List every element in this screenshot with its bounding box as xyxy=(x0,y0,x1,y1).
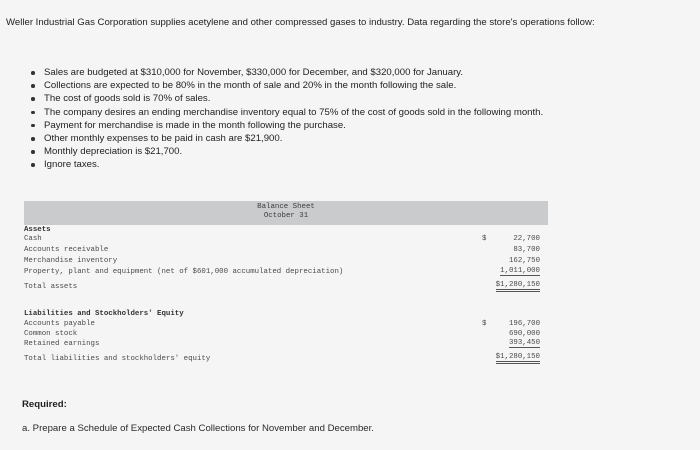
required-heading: Required: xyxy=(22,399,67,410)
accounts-receivable-label: Accounts receivable xyxy=(24,246,109,254)
bullet-icon xyxy=(31,124,35,128)
list-item xyxy=(28,158,543,171)
bullet-icon xyxy=(31,163,35,167)
cash-label: Cash xyxy=(24,235,42,243)
ppe-label: Property, plant and equipment (net of $601,000 accumulated depreciation) xyxy=(24,268,344,276)
list-item-text: Other monthly expenses to be paid in cash are $21,900. xyxy=(44,133,283,145)
bullet-icon xyxy=(31,84,35,88)
balance-sheet-header xyxy=(24,201,548,225)
accounts-receivable-value: 83,700 xyxy=(513,246,540,254)
list-item xyxy=(28,119,543,132)
common-stock-label: Common stock xyxy=(24,330,78,338)
total-assets-value: $1,280,150 xyxy=(496,281,540,292)
list-item xyxy=(28,106,543,119)
list-item xyxy=(28,79,543,92)
bullet-icon xyxy=(31,71,35,75)
balance-sheet-date: October 31 xyxy=(263,212,309,220)
ppe-value: 1,011,000 xyxy=(500,267,540,275)
list-item-text: The company desires an ending merchandise inventory equal to 75% of the cost of goods sold in the following month. xyxy=(44,106,544,118)
list-item xyxy=(28,145,543,158)
list-item xyxy=(28,132,543,145)
retained-earnings-value: 393,450 xyxy=(508,339,540,347)
list-item-text: Monthly depreciation is $21,700. xyxy=(44,146,183,158)
cash-value: 22,700 xyxy=(513,235,540,243)
common-stock-value: 690,000 xyxy=(508,330,540,338)
bullet-icon xyxy=(31,111,35,115)
list-item-text: Payment for merchandise is made in the month following the purchase. xyxy=(44,119,346,131)
accounts-payable-dollar-sign: $ xyxy=(482,320,487,328)
bullet-icon xyxy=(31,150,35,154)
list-item xyxy=(28,66,543,79)
total-assets-label: Total assets xyxy=(24,283,78,291)
accounts-payable-label: Accounts payable xyxy=(24,320,95,328)
bullet-icon xyxy=(31,137,35,141)
list-item xyxy=(28,92,543,105)
requirement-a: a. Prepare a Schedule of Expected Cash Collections for November and December. xyxy=(22,423,374,434)
retained-earnings-label: Retained earnings xyxy=(24,340,100,348)
total-liabilities-label: Total liabilities and stockholders' equity xyxy=(24,355,211,363)
problem-intro: Weller Industrial Gas Corporation supplies acetylene and other compressed gases to industry. Data regarding the store's operations follow: xyxy=(6,17,595,28)
accounts-payable-value: 196,700 xyxy=(508,320,540,328)
list-item-text: Ignore taxes. xyxy=(44,159,100,171)
total-liabilities-value: $1,280,150 xyxy=(496,353,540,364)
cash-dollar-sign: $ xyxy=(482,235,487,243)
list-item-text: The cost of goods sold is 70% of sales. xyxy=(44,93,211,105)
list-item-text: Collections are expected to be 80% in the month of sale and 20% in the month following the sale. xyxy=(44,80,457,92)
balance-sheet-title: Balance Sheet xyxy=(257,203,315,211)
liabilities-heading: Liabilities and Stockholders' Equity xyxy=(24,310,184,318)
assets-heading: Assets xyxy=(24,226,51,234)
assumptions-list xyxy=(28,66,543,172)
merchandise-inventory-value: 162,750 xyxy=(508,257,540,265)
balance-sheet xyxy=(24,201,548,371)
merchandise-inventory-label: Merchandise inventory xyxy=(24,257,118,265)
bullet-icon xyxy=(31,97,35,101)
list-item-text: Sales are budgeted at $310,000 for November, $330,000 for December, and $320,000 for January. xyxy=(44,67,464,78)
